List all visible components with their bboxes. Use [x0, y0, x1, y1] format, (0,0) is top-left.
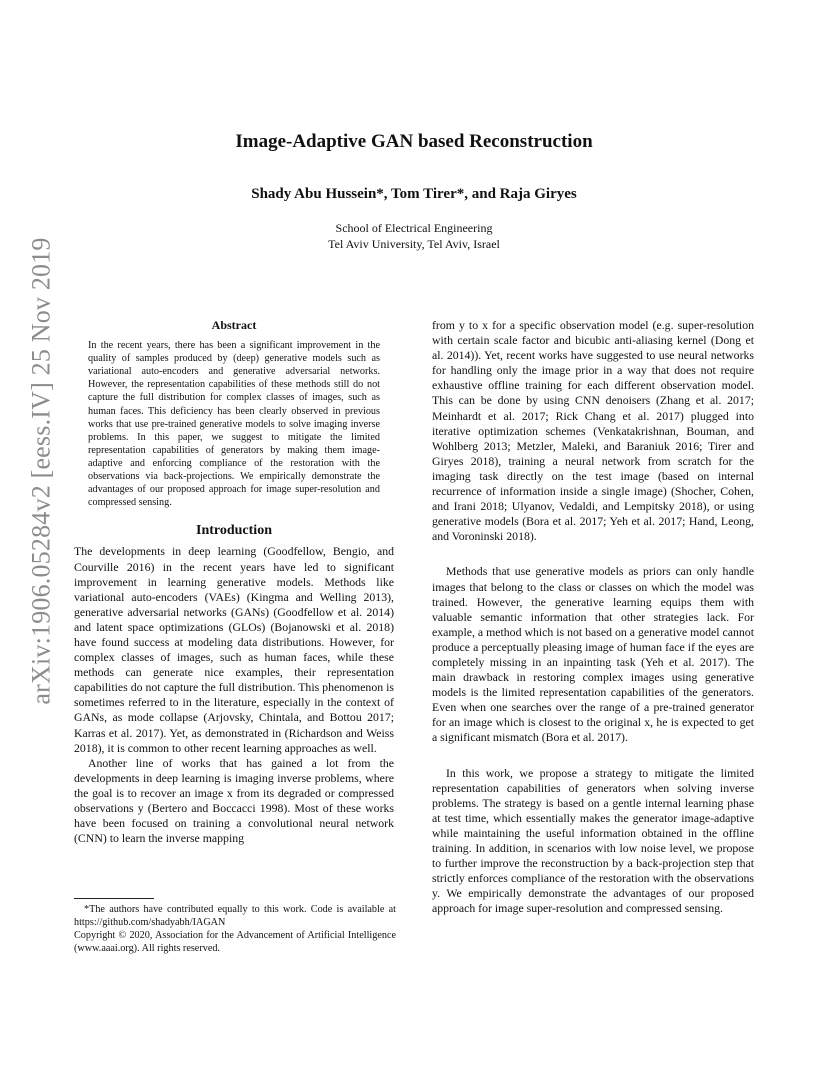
abstract-heading: Abstract: [211, 318, 257, 332]
affiliation-line-2: Tel Aviv University, Tel Aviv, Israel: [328, 237, 500, 251]
intro-paragraph-2-continued: from y to x for a specific observation model (e.g. super-resolution with certain scale factor and bicubic anti-aliasing kernel (Dong et al. 2014)). Yet, recent works have suggested to use neural networks for handling only the image prior in a way that does not require exhaustive offline training for each different observation model. This can be done by using CNN denoisers (Zhang et al. 2017; Meinhardt et al. 2017; Rick Chang et al. 2017) plugged into iterative optimization schemes (Venkatakrishnan, Bouman, and Wohlberg 2013; Metzler, Maleki, and Baraniuk 2016; Tirer and Giryes 2018), training a neural network from scratch for the imaging task directly on the test image (based on internal recurrence of information inside a single image) (Shocher, Cohen, and Irani 2018; Ulyanov, Vedaldi, and Lempitsky 2018), or using generative models (Bora et al. 2017; Yeh et al. 2017; Hand, Leong, and Voroninski 2018).: [432, 318, 754, 544]
arxiv-identifier: arXiv:1906.05284v2 [eess.IV] 25 Nov 2019: [27, 237, 57, 705]
intro-paragraph-4: In this work, we propose a strategy to mitigate the limited representation capabilities of generators when solving inverse problems. The strategy is based on a gentle internal learning phase at test time, which essentially makes the generator image-adaptive while maintaining the useful information obtained in the offline training. In addition, in scenarios with low noise level, we propose to further improve the reconstruction by a back-projection step that strictly enforces compliance of the restoration with the observations y. We empirically demonstrate the advantages of our proposed approach for image super-resolution and compressed sensing.: [432, 765, 754, 916]
abstract-text: In the recent years, there has been a significant improvement in the quality of samples produced by (deep) generative models such as variational auto-encoders and generative adversarial networks. However, the representation capabilities of these methods still do not capture the full distribution for complex classes of images, such as human faces. This deficiency has been clearly observed in previous works that use pre-trained generative models to solve imaging inverse problems. In this paper, we suggest to mitigate the limited representation capabilities of generators by making them image-adaptive and enforcing compliance of the restoration with the observations via back-projections. We empirically demonstrate the advantages of our proposed approach for image super-resolution and compressed sensing.: [88, 340, 380, 509]
arxiv-side-stamp: [20, 237, 64, 705]
left-column: [74, 318, 394, 846]
footnote-copyright: Copyright © 2020, Association for the Advancement of Artificial Intelligence (www.aaai.org). All rights reserved.: [74, 930, 396, 954]
affiliation-line-1: School of Electrical Engineering: [335, 221, 493, 235]
footnote-equal-contribution: *The authors have contributed equally to this work. Code is available at https://github.com/shadyabh/IAGAN: [74, 904, 396, 928]
footnote-rule: [74, 898, 154, 899]
intro-paragraph-3: Methods that use generative models as priors can only handle images that belong to the class or classes on which the model was trained. However, the generative learning equips them with valuable semantic information that other strategies lack. For example, a method which is not based on a generative model cannot produce a perceptually pleasing image of human face if the eyes are completely missing in an inpainting task (Yeh et al. 2017). The main drawback in restoring complex images using generative models is the limited representation capabilities of the generators. Even when one searches over the range of a pre-trained generator for an image which is closest to the original x, he is expected to get a significant mismatch (Bora et al. 2017).: [432, 564, 754, 745]
affiliation: [0, 220, 828, 252]
right-column: [432, 318, 754, 916]
intro-paragraph-2: Another line of works that has gained a lot from the developments in deep learning is imaging inverse problems, where the goal is to recover an image x from its degraded or compressed observations y (Bertero and Boccacci 1998). Most of these works have been focused on training a convolutional neural network (CNN) to learn the inverse mapping: [74, 755, 394, 846]
paper-authors: Shady Abu Hussein*, Tom Tirer*, and Raja Giryes: [251, 186, 577, 202]
introduction-heading: Introduction: [196, 523, 272, 539]
paper-title: Image-Adaptive GAN based Reconstruction: [235, 131, 593, 152]
intro-paragraph-1: The developments in deep learning (Goodfellow, Bengio, and Courville 2016) in the recent years have led to significant improvement in learning generative models. Methods like variational auto-encoders (VAEs) (Kingma and Welling 2013), generative adversarial networks (GANs) (Goodfellow et al. 2014) and latent space optimizations (GLOs) (Bojanowski et al. 2018) have found success at modeling data distributions. However, for complex classes of images, such as human faces, while these methods can generate nice examples, their representation capabilities do not capture the full distribution. This phenomenon is sometimes referred to in the literature, especially in the context of GANs, as mode collapse (Arjovsky, Chintala, and Bottou 2017; Karras et al. 2017). Yet, as demonstrated in (Richardson and Weiss 2018), it is common to other recent learning approaches as well.: [74, 544, 394, 755]
footnote-block: [74, 898, 396, 955]
